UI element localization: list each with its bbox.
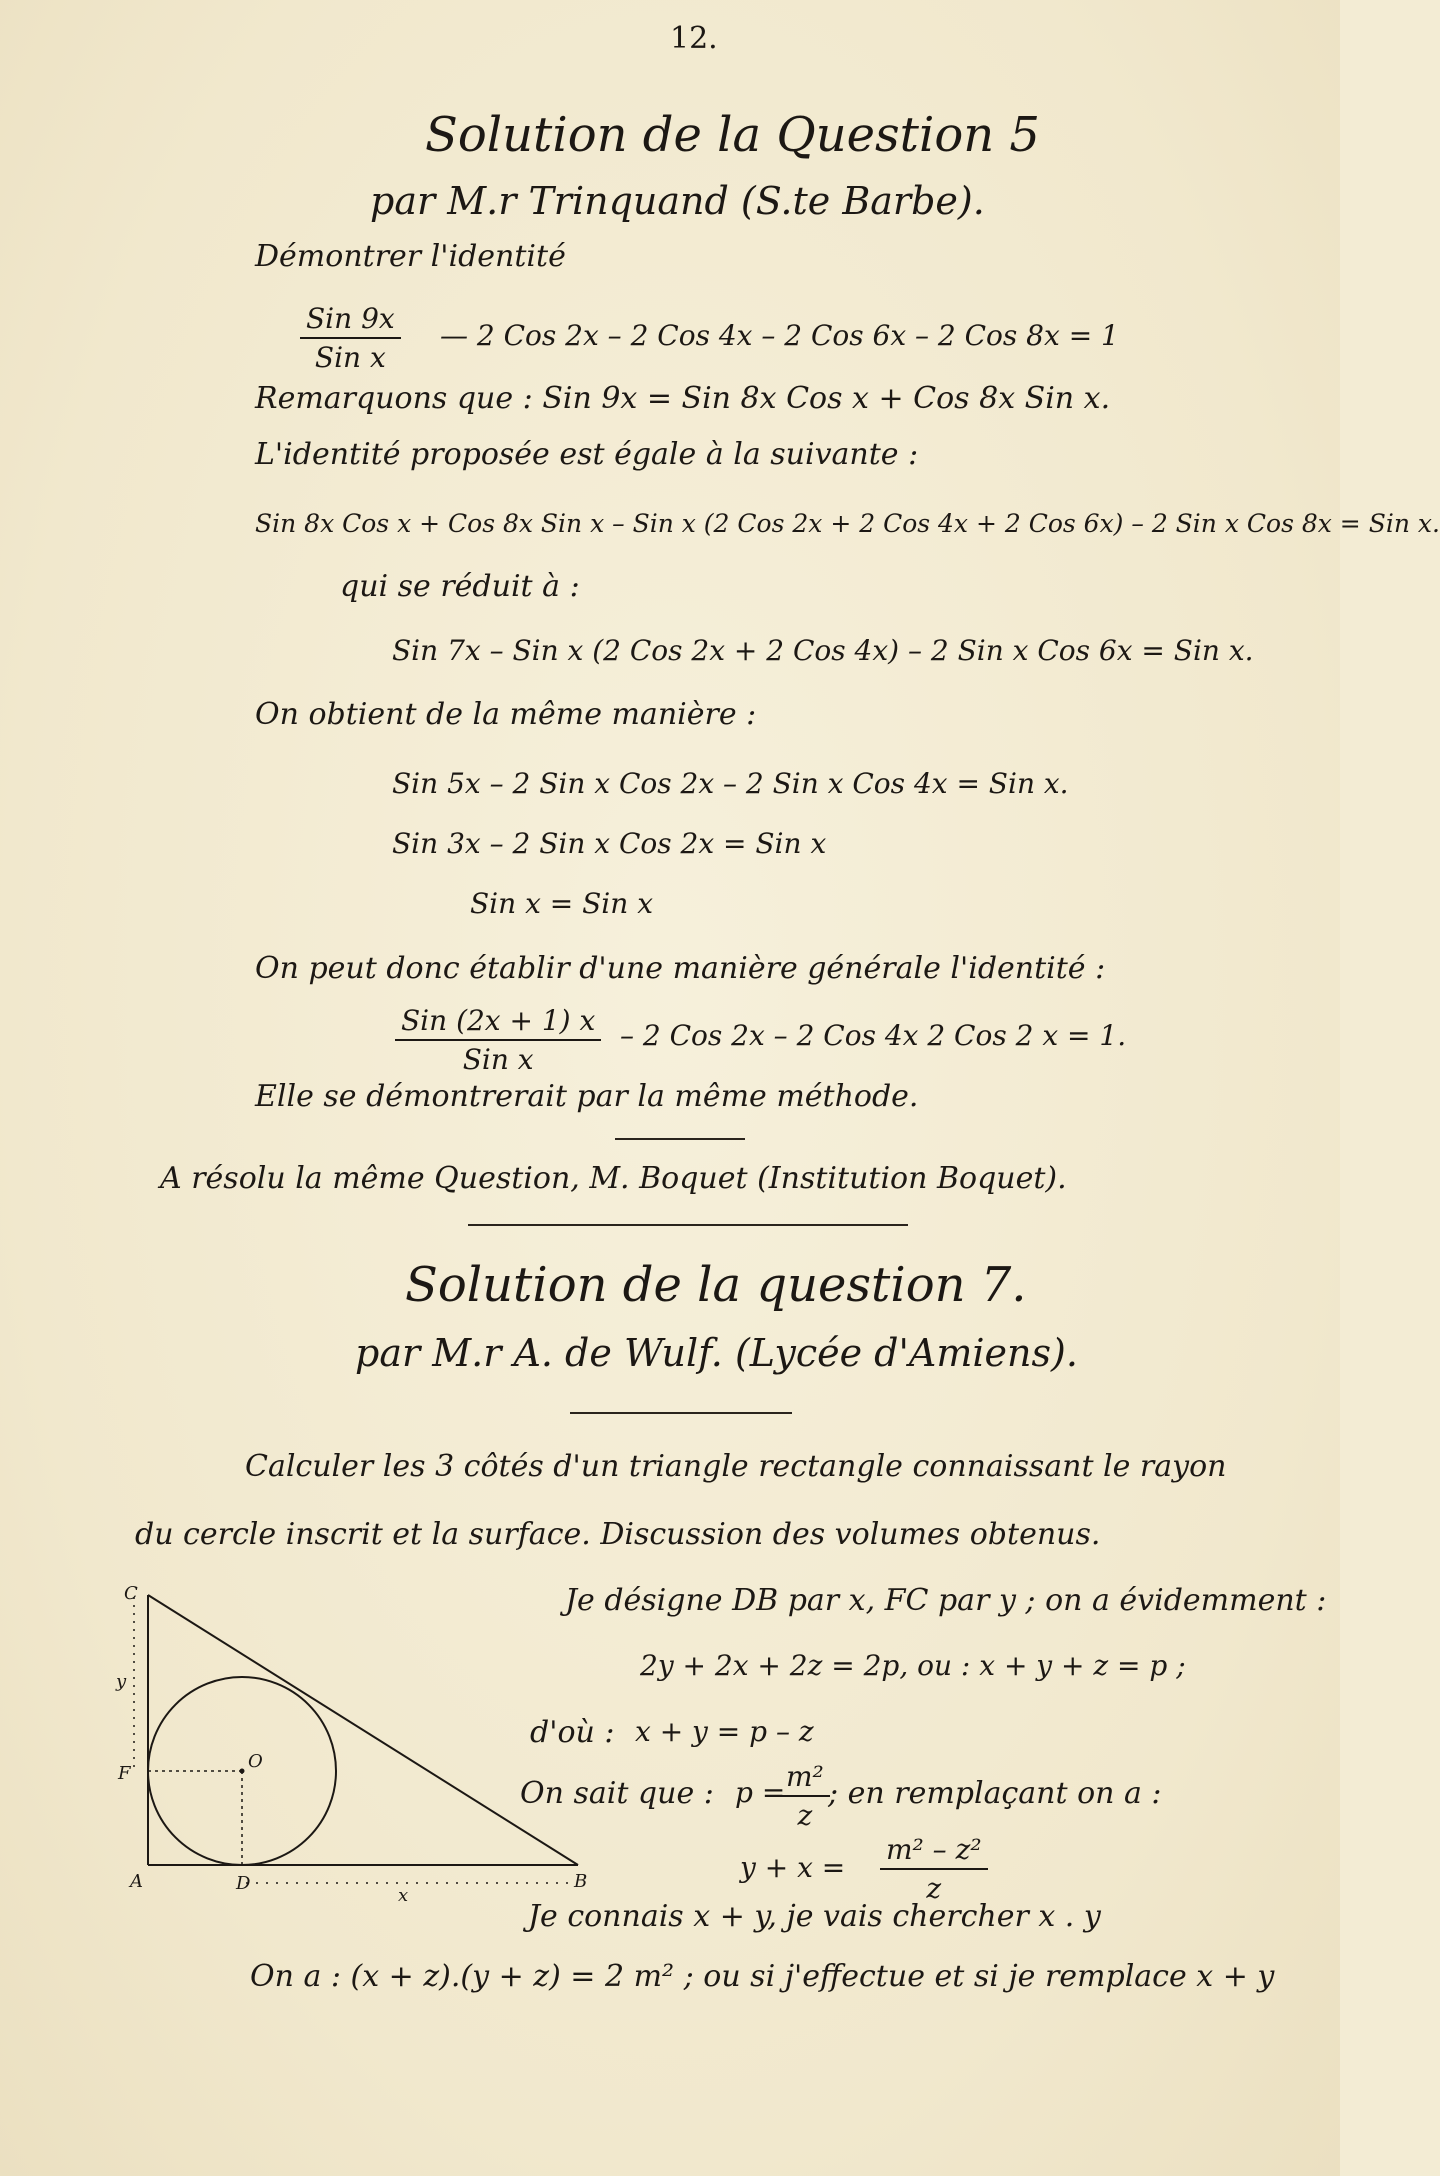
general-identity-denominator: Sin x [462,1043,534,1076]
sum-lhs: y + x = [740,1851,846,1884]
solution7-divider [570,1412,792,1414]
label-y: y [116,1671,127,1692]
final-line: On a : (x + z).(y + z) = 2 m² ; ou si j'effectue et si je remplace x + y [250,1959,1275,1994]
know-sum-line: Je connais x + y, je vais chercher x . y [528,1899,1101,1934]
label-O: O [248,1751,263,1772]
dou-equation: x + y = p – z [635,1715,814,1748]
identity-rest: — 2 Cos 2x – 2 Cos 4x – 2 Cos 6x – 2 Cos 8x = 1 [440,319,1119,352]
sum-fraction [880,1833,988,1905]
reduces-to-line: qui se réduit à : [340,569,580,604]
dou-label: d'où : [530,1715,615,1750]
replacing-line: ; en remplaçant on a : [828,1776,1162,1811]
know-fraction-denominator: z [797,1799,813,1832]
section-divider [468,1224,908,1226]
solution5-prompt: Démontrer l'identité [255,239,566,274]
know-fraction [780,1760,830,1832]
solution7-byline: par M.r A. de Wulf. (Lycée d'Amiens). [355,1331,1078,1375]
know-fraction-numerator: m² [780,1760,830,1797]
point-O [240,1769,245,1774]
solution7-title: Solution de la question 7. [405,1257,1027,1313]
label-D: D [236,1873,251,1894]
label-C: C [124,1583,138,1604]
designate-line: Je désigne DB par x, FC par y ; on a évidemment : [565,1583,1327,1618]
conclusion-line: Elle se démontrerait par la même méthode. [255,1079,919,1114]
general-identity-numerator: Sin (2x + 1) x [395,1004,601,1041]
page-number: 12. [670,21,718,56]
general-identity-fraction [395,1004,601,1076]
sum-fraction-denominator: z [926,1872,942,1905]
label-B: B [574,1871,588,1892]
equals-following-line: L'identité proposée est égale à la suivante : [255,437,919,472]
identity-fraction [300,302,401,374]
equation-sin3x: Sin 3x – 2 Sin x Cos 2x = Sin x [392,827,827,860]
solution5-title: Solution de la Question 5 [425,107,1040,163]
general-line: On peut donc établir d'une manière générale l'identité : [255,951,1106,986]
solution5-byline: par M.r Trinquand (S.te Barbe). [370,179,985,223]
label-x: x [398,1885,409,1906]
label-F: F [118,1763,131,1784]
same-way-line: On obtient de la même manière : [255,697,757,732]
short-divider [615,1138,745,1140]
perimeter-equation: 2y + 2x + 2z = 2p, ou : x + y + z = p ; [640,1649,1186,1682]
identity-denominator: Sin x [314,341,386,374]
sum-fraction-numerator: m² – z² [880,1833,988,1870]
problem-line-2: du cercle inscrit et la surface. Discussion des volumes obtenus. [135,1517,1101,1552]
identity-numerator: Sin 9x [300,302,401,339]
hypotenuse-CB [148,1595,578,1865]
equation-sinx: Sin x = Sin x [470,887,653,920]
triangle-figure [116,1575,600,1906]
long-equation: Sin 8x Cos x + Cos 8x Sin x – Sin x (2 Cos 2x + 2 Cos 4x + 2 Cos 6x) – 2 Sin x Cos 8x = Sin x. [255,509,1440,538]
label-A: A [130,1871,143,1892]
know-p: p = [735,1776,786,1809]
also-solved-line: A résolu la même Question, M. Boquet (Institution Boquet). [160,1161,1067,1196]
know-label: On sait que : [520,1776,714,1811]
reduced-equation: Sin 7x – Sin x (2 Cos 2x + 2 Cos 4x) – 2 Sin x Cos 6x = Sin x. [392,634,1254,667]
problem-line-1: Calculer les 3 côtés d'un triangle rectangle connaissant le rayon [245,1449,1227,1484]
general-identity-rest: – 2 Cos 2x – 2 Cos 4x 2 Cos 2 x = 1. [620,1019,1127,1052]
equation-sin5x: Sin 5x – 2 Sin x Cos 2x – 2 Sin x Cos 4x = Sin x. [392,767,1069,800]
remark-line: Remarquons que : Sin 9x = Sin 8x Cos x + Cos 8x Sin x. [255,381,1111,416]
